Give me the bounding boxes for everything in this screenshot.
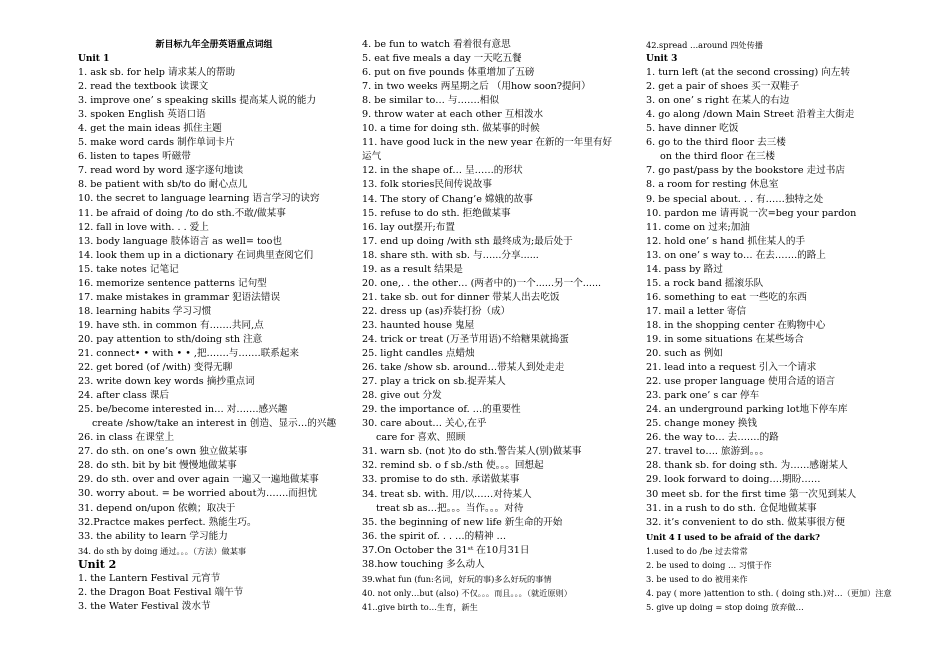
phrase-line: 15. take notes 记笔记: [78, 263, 179, 275]
phrase-line: 14. look them up in a dictionary 在词典里查阅它们: [78, 249, 314, 261]
document-title: 新目标九年全册英语重点词组: [155, 40, 273, 50]
phrase-line: 10. pardon me 请再说一次=beg your pardon: [646, 207, 857, 219]
phrase-line: 7. go past/pass by the bookstore 走过书店: [646, 165, 845, 177]
phrase-line: 1.used to do /be 过去常常: [646, 545, 748, 556]
phrase-line: 40. not only…but (also) 不仅。。。而且。。。（就近原则）: [362, 587, 572, 598]
phrase-line: 5. give up doing = stop doing 放弃做…: [646, 601, 804, 612]
unit-heading: Unit 3: [646, 54, 678, 65]
phrase-line: 3. the Water Festival 泼水节: [78, 600, 211, 612]
phrase-line: treat sb as…把。。。当作。。。对待: [376, 502, 524, 514]
phrase-line: 15. refuse to do sth. 拒绝做某事: [362, 207, 511, 219]
phrase-line: 14. The story of Chang’e 嫦娥的故事: [362, 193, 533, 205]
phrase-line: 20. pay attention to sth/doing sth 注意: [78, 333, 263, 345]
phrase-line: 42.spread …around 四处传播: [646, 40, 763, 50]
phrase-line: 3. on one’ s right 在某人的右边: [646, 95, 790, 107]
phrase-line: 33. promise to do sth. 承诺做某事: [362, 474, 520, 486]
phrase-line: 36. the spirit of. . . …的精神 …: [362, 530, 507, 542]
phrase-line: 15. a rock band 摇滚乐队: [646, 277, 764, 289]
phrase-line: 20. one,. . the other… (两者中的)一个......另一个......: [362, 277, 602, 289]
phrase-line: 13. on one’ s way to… 在去…….的路上: [646, 249, 826, 261]
phrase-line: 4. pay ( more )attention to sth. ( doing sth.)对…（更加）注意: [646, 587, 892, 598]
column-1: [78, 38, 350, 614]
phrase-line: 12. fall in love with. . . 爱上: [78, 221, 209, 233]
phrase-line: 19. have sth. in common 有…….共同,点: [78, 319, 264, 331]
phrase-line: 4. be fun to watch 看着很有意思: [362, 39, 511, 50]
phrase-line: 39.what fun (fun:名词，好玩的事)多么好玩的事情: [362, 573, 552, 584]
phrase-line: 6. put on five pounds 体重增加了五磅: [362, 67, 535, 79]
phrase-line: 29. the importance of. …的重要性: [362, 404, 521, 416]
phrase-line: 19. as a result 结果是: [362, 263, 463, 275]
phrase-line: 29. look forward to doing….期盼……: [646, 474, 821, 486]
phrase-line: 28. do sth. bit by bit 慢慢地做某事: [78, 460, 237, 472]
phrase-line: 31. depend on/upon 依赖；取决于: [78, 502, 236, 514]
phrase-line: 9. be special about. . . 有……独特之处: [646, 193, 824, 205]
phrase-line: 24. an underground parking lot地下停车库: [646, 404, 848, 416]
phrase-line: 41..give birth to…生育，新生: [362, 601, 478, 612]
phrase-line: 9. throw water at each other 互相泼水: [362, 109, 544, 121]
phrase-line: 37.On October the 31ˢᵗ 在10月31日: [362, 544, 530, 556]
phrase-line: Unit 4 I used to be afraid of the dark?: [646, 531, 820, 542]
phrase-line: 27. play a trick on sb.捉弄某人: [362, 376, 506, 388]
phrase-line: 16. memorize sentence patterns 记句型: [78, 277, 267, 289]
phrase-line: 8. a room for resting 休息室: [646, 179, 779, 191]
phrase-line: 8. be patient with sb/to do 耐心点儿: [78, 179, 248, 191]
phrase-line: 8. be similar to… 与…….相似: [362, 95, 499, 107]
phrase-line: 12. in the shape of… 呈……的形状: [362, 165, 523, 177]
phrase-line: 18. in the shopping center 在购物中心: [646, 319, 826, 331]
phrase-line: 30 meet sb. for the first time 第一次见到某人: [646, 488, 857, 500]
phrase-line: 25. change money 换钱: [646, 418, 758, 430]
phrase-line: 25. light candles 点蜡烛: [362, 348, 475, 360]
phrase-line: 2. read the textbook 读课文: [78, 81, 209, 93]
phrase-line: 19. in some situations 在某些场合: [646, 333, 804, 345]
phrase-line: 18. share sth. with sb. 与…...分享......: [362, 249, 539, 261]
phrase-line: 10. a time for doing sth. 做某事的时候: [362, 123, 540, 135]
phrase-line: 3. improve one’ s speaking skills 提高某人说的能力: [78, 95, 317, 107]
phrase-line: 22. get bored (of /with) 变得无聊: [78, 362, 233, 374]
phrase-line: 2. get a pair of shoes 买一双鞋子: [646, 81, 800, 93]
phrase-line: 34. do sth by doing 通过。。。（方法）做某事: [78, 545, 247, 556]
phrase-line: 21. take sb. out for dinner 带某人出去吃饭: [362, 291, 560, 303]
phrase-line: 16. lay out摆开;布置: [362, 221, 455, 233]
phrase-line: 5. make word cards 制作单词卡片: [78, 137, 235, 149]
phrase-line: 16. something to eat 一些吃的东西: [646, 291, 807, 303]
phrase-line: 5. eat five meals a day 一天吃五餐: [362, 53, 522, 65]
phrase-line: 17. mail a letter 寄信: [646, 305, 747, 317]
phrase-line: 29. do sth. over and over again 一遍又一遍地做某事: [78, 474, 319, 486]
phrase-line: 26. the way to… 去…….的路: [646, 432, 779, 444]
phrase-line: 26. take /show sb. around…带某人到处走走: [362, 362, 565, 374]
phrase-line: 24. after class 课后: [78, 390, 169, 402]
phrase-line: 12. hold one’ s hand 抓住某人的手: [646, 235, 806, 247]
phrase-line: 22. use proper language 使用合适的语言: [646, 376, 836, 388]
phrase-line: on the third floor 在三楼: [660, 151, 776, 163]
phrase-line: 1. the Lantern Festival 元宵节: [78, 572, 221, 584]
phrase-line: 38.how touching 多么动人: [362, 558, 485, 570]
phrase-line: 32. it’s convenient to do sth. 做某事很方便: [646, 516, 845, 528]
phrase-line: 11. be afraid of doing /to do sth.不敢/做某事: [78, 207, 286, 219]
phrase-line: 26. in class 在课堂上: [78, 432, 175, 444]
unit-heading: Unit 1: [78, 54, 110, 64]
column-3: [646, 38, 928, 614]
phrase-line: 25. be/become interested in… 对…….感兴趣: [78, 404, 288, 416]
phrase-line: 32.Practce makes perfect. 熟能生巧。: [78, 516, 257, 528]
phrase-line: 5. have dinner 吃饭: [646, 123, 739, 135]
phrase-line: 1. ask sb. for help 请求某人的帮助: [78, 67, 236, 79]
phrase-line: 24. trick or treat (万圣节用语)不给糖果就捣蛋: [362, 333, 569, 345]
phrase-line: 21. connect• • with • • ,把…….与…….联系起来: [78, 347, 300, 359]
phrase-line: 7. in two weeks 两星期之后 （用how soon?提问）: [362, 81, 591, 93]
phrase-line: 23. park one’ s car 停车: [646, 390, 760, 402]
phrase-line: 31. warn sb. (not )to do sth.警告某人(别)做某事: [362, 446, 582, 458]
phrase-line: 1. turn left (at the second crossing) 向左转: [646, 67, 851, 79]
phrase-line: 3. spoken English 英语口语: [78, 109, 206, 121]
phrase-line: 6. listen to tapes 听磁带: [78, 151, 191, 163]
phrase-line: 2. be used to doing … 习惯于作: [646, 559, 772, 570]
phrase-line: 运气: [362, 151, 382, 163]
phrase-line: 3. be used to do 被用来作: [646, 573, 748, 584]
phrase-line: 34. treat sb. with. 用/以……对待某人: [362, 488, 532, 500]
phrase-line: 28. give out 分发: [362, 390, 442, 402]
phrase-line: create /show/take an interest in 创造、显示…的兴趣: [92, 418, 337, 430]
phrase-line: 10. the secret to language learning 语言学习的诀窍: [78, 193, 320, 205]
phrase-line: 4. get the main ideas 抓住主题: [78, 123, 222, 135]
phrase-line: 13. body language 肢体语言 as well= too也: [78, 235, 282, 247]
phrase-line: 22. dress up (as)乔装打扮（成）: [362, 305, 511, 317]
phrase-line: 21. lead into a request 引入一个请求: [646, 362, 817, 374]
phrase-line: 2. the Dragon Boat Festival 端午节: [78, 586, 244, 598]
phrase-line: 32. remind sb. o f sb./sth 使。。。回想起: [362, 460, 544, 472]
phrase-line: 14. pass by 路过: [646, 263, 723, 275]
phrase-line: 20. such as 例如: [646, 348, 723, 360]
phrase-line: 17. make mistakes in grammar 犯语法错误: [78, 291, 281, 303]
phrase-line: 27. do sth. on one’s own 独立做某事: [78, 446, 248, 458]
phrase-line: 18. learning habits 学习习惯: [78, 305, 212, 317]
phrase-line: 30. worry about. = be worried about为…….而担忧: [78, 488, 318, 500]
phrase-line: 31. in a rush to do sth. 仓促地做某事: [646, 502, 817, 514]
phrase-line: 33. the ability to learn 学习能力: [78, 530, 228, 542]
unit-heading: Unit 2: [78, 557, 117, 571]
phrase-line: 13. folk stories民间传说故事: [362, 179, 492, 191]
phrase-line: 28. thank sb. for doing sth. 为……感谢某人: [646, 460, 848, 472]
phrase-line: 6. go to the third floor 去三楼: [646, 137, 786, 149]
phrase-line: 7. read word by word 逐字逐句地读: [78, 165, 244, 177]
phrase-line: 23. haunted house 鬼屋: [362, 319, 475, 331]
phrase-line: 23. write down key words 摘抄重点词: [78, 376, 255, 388]
column-2: [362, 38, 634, 614]
phrase-line: 17. end up doing /with sth 最终成为;最后处于: [362, 235, 573, 247]
phrase-line: 11. have good luck in the new year 在新的一年里有好: [362, 137, 613, 149]
phrase-line: 4. go along /down Main Street 沿着主大街走: [646, 109, 855, 121]
phrase-line: 11. come on 过来;加油: [646, 221, 750, 233]
phrase-line: 30. care about… 关心,在乎: [362, 418, 487, 430]
phrase-line: care for 喜欢、照顾: [376, 432, 466, 444]
phrase-line: 35. the beginning of new life 新生命的开始: [362, 516, 563, 528]
phrase-line: 27. travel to…. 旅游到。。。: [646, 446, 769, 458]
